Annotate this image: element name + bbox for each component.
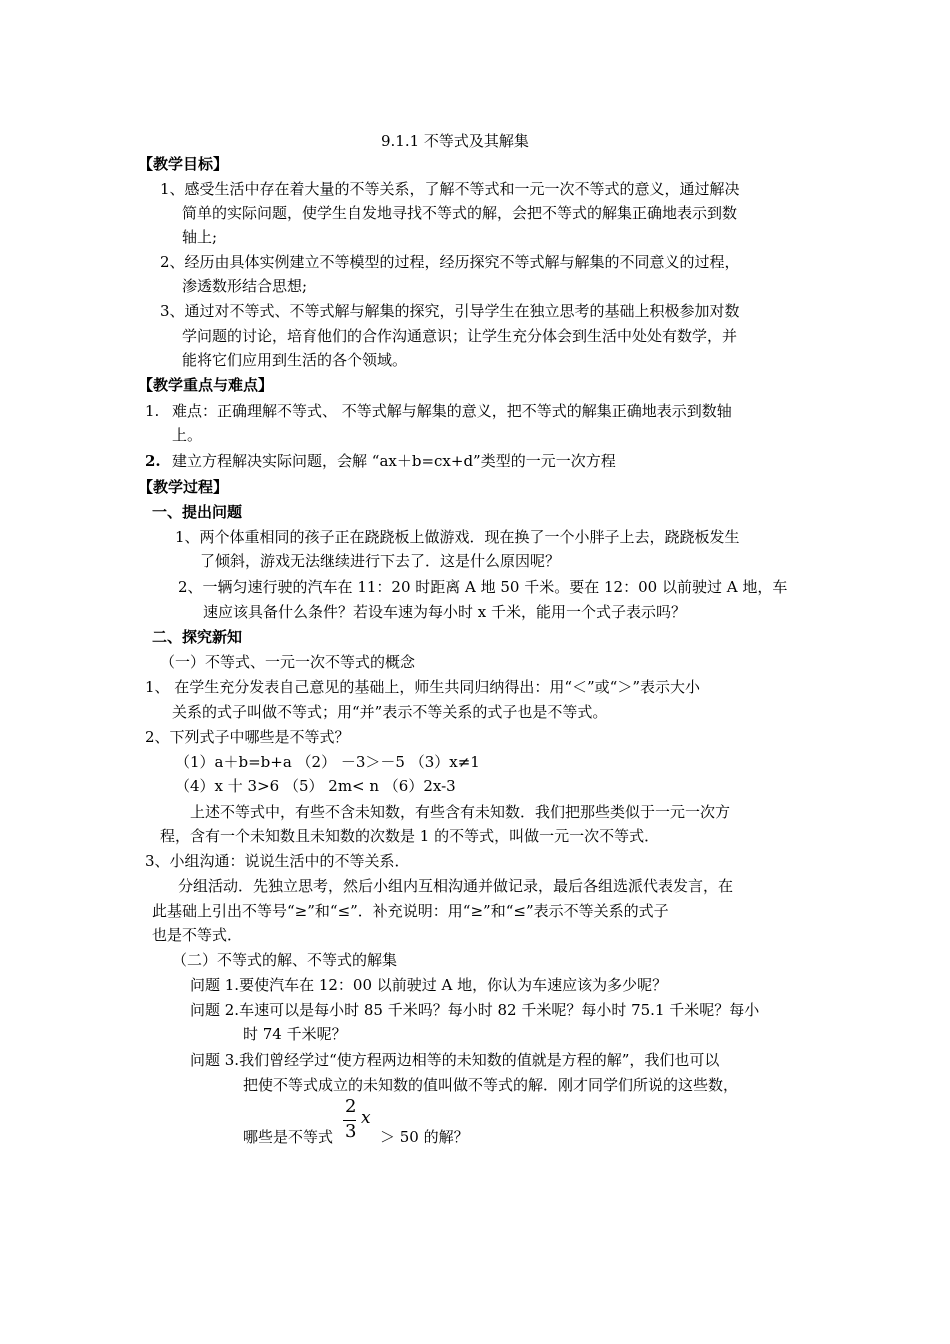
fraction-variable: x	[361, 1108, 371, 1128]
fraction-expression	[343, 1096, 383, 1146]
process-header: 【教学过程】	[138, 478, 229, 496]
goal-2-line-1: 2、经历由具体实例建立不等模型的过程，经历探究不等式解与解集的不同意义的过程，	[160, 253, 740, 271]
goal-1-line-1: 1、感受生活中存在着大量的不等关系，了解不等式和一元一次不等式的意义，通过解决	[160, 180, 740, 198]
question-1: 问题 1.要使汽车在 12：00 以前驶过 A 地，你认为车速应该为多少呢？	[190, 976, 668, 994]
goal-2-line-2: 渗透数形结合思想;	[182, 277, 308, 295]
key-1-number: 1.	[145, 402, 160, 420]
key-1-line-1: 难点：正确理解不等式、 不等式解与解集的意义，把不等式的解集正确地表示到数轴	[172, 402, 732, 420]
subsection-1-header: （一）不等式、一元一次不等式的概念	[160, 653, 416, 671]
goals-header: 【教学目标】	[138, 155, 229, 173]
question-3-line-2: 把使不等式成立的未知数的值叫做不等式的解．刚才同学们所说的这些数，	[243, 1076, 739, 1094]
concept-2-options-row-2: （4）x 十 3>6 （5） 2m< n （6）2x-3	[175, 777, 456, 795]
key-1-line-2: 上。	[172, 426, 203, 444]
goal-1-line-3: 轴上;	[182, 228, 218, 246]
part-2-header: 二、探究新知	[152, 628, 243, 646]
concept-3-line-1: 分组活动．先独立思考，然后小组内互相沟通并做记录，最后各组选派代表发言，在	[178, 877, 734, 895]
part-1-q2-line-1: 2、一辆匀速行驶的汽车在 11：20 时距离 A 地 50 千米。要在 12：00 以前驶过 A 地，车	[178, 578, 788, 596]
goal-1-line-2: 简单的实际问题，使学生自发地寻找不等式的解，会把不等式的解集正确地表示到数	[182, 204, 738, 222]
goal-3-line-1: 3、通过对不等式、不等式解与解集的探究，引导学生在独立思考的基础上积极参加对数	[160, 302, 740, 320]
fraction-denominator: 3	[345, 1121, 357, 1142]
key-2-line-1: 建立方程解决实际问题，会解 “ax＋b=cx+d”类型的一元一次方程	[172, 452, 616, 470]
part-1-q1-line-1: 1、两个体重相同的孩子正在跷跷板上做游戏．现在换了一个小胖子上去，跷跷板发生	[175, 528, 740, 546]
definition-line-2: 程，含有一个未知数且未知数的次数是 1 的不等式，叫做一元一次不等式．	[160, 827, 660, 845]
part-1-q1-line-2: 了倾斜，游戏无法继续进行下去了．这是什么原因呢？	[200, 552, 561, 570]
question-3-line-1: 问题 3.我们曾经学过“使方程两边相等的未知数的值就是方程的解”，我们也可以	[190, 1051, 720, 1069]
concept-1-line-2: 关系的式子叫做不等式；用“并”表示不等关系的式子也是不等式。	[172, 703, 608, 721]
goal-3-line-2: 学问题的讨论，培育他们的合作沟通意识；让学生充分体会到生活中处处有数学，并	[182, 327, 738, 345]
page-title: 9.1.1 不等式及其解集	[381, 132, 529, 150]
question-3-line-3-prefix: 哪些是不等式	[243, 1128, 334, 1146]
question-2-line-2: 时 74 千米呢？	[243, 1025, 347, 1043]
key-points-header: 【教学重点与难点】	[138, 376, 274, 394]
definition-line-1: 上述不等式中，有些不含未知数，有些含有未知数．我们把那些类似于一元一次方	[190, 803, 731, 821]
subsection-2-header: （二）不等式的解、不等式的解集	[172, 951, 398, 969]
key-2-number: 2.	[145, 452, 161, 470]
question-2-line-1: 问题 2.车速可以是每小时 85 千米吗？每小时 82 千米呢？每小时 75.1 千米呢？每小	[190, 1001, 760, 1019]
concept-1-line-1: 1、 在学生充分发表自己意见的基础上，师生共同归纳得出：用“＜”或“＞”表示大小	[145, 678, 700, 696]
part-1-q2-line-2: 速应该具备什么条件？若设车速为每小时 x 千米，能用一个式子表示吗？	[203, 603, 686, 621]
fraction-numerator: 2	[345, 1096, 357, 1117]
concept-3-line-3: 也是不等式．	[152, 926, 243, 944]
goal-3-line-3: 能将它们应用到生活的各个领域。	[182, 351, 408, 369]
concept-3-header: 3、小组沟通：说说生活中的不等关系．	[145, 852, 410, 870]
part-1-header: 一、提出问题	[152, 503, 243, 521]
concept-2-question: 2、下列式子中哪些是不等式？	[145, 728, 350, 746]
question-3-line-3-suffix: ＞ 50 的解？	[380, 1128, 469, 1146]
concept-2-options-row-1: （1）a＋b=b+a （2） －3＞－5 （3）x≠1	[175, 753, 480, 771]
concept-3-line-2: 此基础上引出不等号“≥”和“≤”．补充说明：用“≥”和“≤”表示不等关系的式子	[152, 902, 669, 920]
